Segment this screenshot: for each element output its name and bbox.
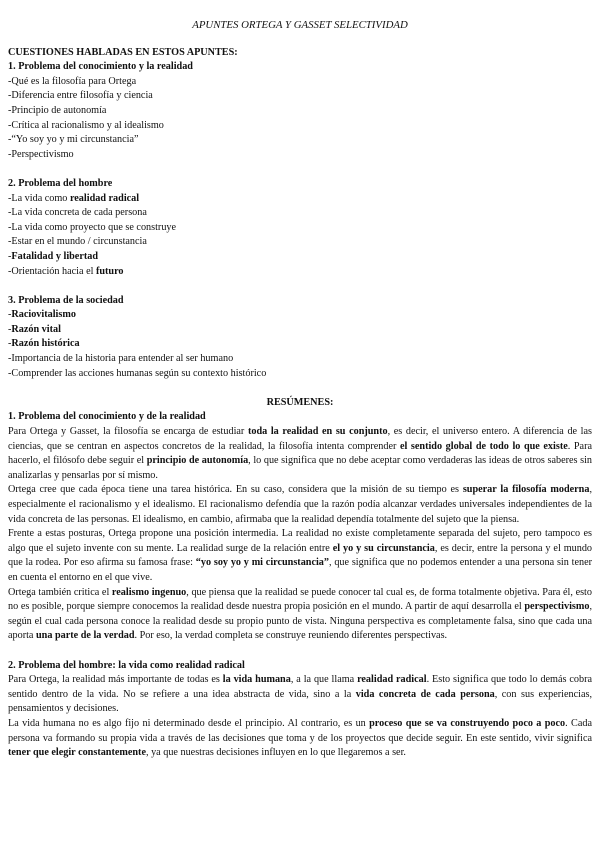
- outline-item: -Raciovitalismo: [8, 309, 76, 321]
- outline-item: -Razón histórica: [8, 338, 80, 350]
- outline-item: -Diferencia entre filosofía y ciencia: [8, 90, 153, 102]
- outline-item: -Razón vital: [8, 323, 61, 335]
- outline-item: -Comprender las acciones humanas según su contexto histórico: [8, 367, 267, 379]
- summary-paragraph: Para Ortega y Gasset, la filosofía se encarga de estudiar toda la realidad en su conjunto, es decir, el universo entero. A diferencia de las ciencias, que se centran en aspectos concretos de la realidad, la filosofía intenta comprender el sentido global de todo lo que existe. Para hacerlo, el filósofo debe seguir el principio de autonomía, lo que significa que no debe aceptar como verdaderas las ideas de otros saberes sin analizarlas y pensarlas por sí mismo.: [8, 426, 592, 481]
- summary-paragraph: Ortega cree que cada época tiene una tarea histórica. En su caso, considera que la misión de su tiempo es superar la filosofía moderna, especialmente el racionalismo y el idealismo. El racionalismo defendía que la razón podía alcanzar verdades universales independientes de la vida concreta de las personas. El idealismo, en cambio, afirmaba que la realidad dependía totalmente del sujeto que la piensa.: [8, 484, 592, 525]
- summary-paragraph: Para Ortega, la realidad más importante de todas es la vida humana, a la que llama realidad radical. Esto significa que todo lo demás cobra sentido dentro de la vida. No se refiere a una idea abstracta de vida, sino a la vida concreta de cada persona, con sus experiencias, pensamientos y decisiones.: [8, 674, 592, 715]
- outline-section-heading: 2. Problema del hombre: [8, 177, 113, 189]
- outline-item: -Principio de autonomía: [8, 104, 107, 116]
- outline-item: -Perspectivismo: [8, 148, 74, 160]
- outline-item: -Fatalidad y libertad: [8, 250, 99, 262]
- outline-item: -La vida como proyecto que se construye: [8, 221, 177, 233]
- outline-heading: CUESTIONES HABLADAS EN ESTOS APUNTES:: [8, 46, 238, 58]
- outline-section-2: [8, 177, 592, 279]
- summary-section-heading: 1. Problema del conocimiento y de la realidad: [8, 411, 206, 423]
- outline-item: -Importancia de la historia para entender al ser humano: [8, 353, 234, 365]
- summary-section-1: [8, 410, 592, 644]
- outline-item: -Qué es la filosofía para Ortega: [8, 75, 137, 87]
- summary-section-heading: 2. Problema del hombre: la vida como realidad radical: [8, 659, 245, 671]
- summary-paragraph: Ortega también critica el realismo ingenuo, que piensa que la realidad se puede conocer tal cual es, de forma totalmente objetiva. Para él, esto no es posible, porque siempre conocemos la realidad desde nuestra propia posición en el mundo. A partir de aquí desarrolla el perspectivismo, según el cual cada persona conoce la realidad desde su propio punto de vista. Ninguna perspectiva es completamente falsa, sino que cada una aporta una parte de la verdad. Por eso, la verdad completa se construye reuniendo diferentes perspectivas.: [8, 586, 592, 642]
- outline-section-3: [8, 294, 592, 382]
- summary-section-2: [8, 659, 592, 761]
- outline-item: -La vida como realidad radical: [8, 192, 140, 204]
- outline-item: -Orientación hacia el futuro: [8, 265, 124, 277]
- outline-item: -“Yo soy yo y mi circunstancia”: [8, 134, 139, 146]
- outline-item: -Crítica al racionalismo y al idealismo: [8, 119, 164, 131]
- document-title: APUNTES ORTEGA Y GASSET SELECTIVIDAD: [192, 19, 408, 31]
- outline-section-1: [8, 60, 592, 162]
- outline-section-heading: 3. Problema de la sociedad: [8, 294, 124, 306]
- summaries-heading: RESÚMENES:: [266, 396, 334, 408]
- summary-paragraph: Frente a estas posturas, Ortega propone una posición intermedia. La realidad no existe completamente separada del sujeto, pero tampoco es algo que el sujeto invente con su mente. La realidad surge de la relación entre el yo y su circunstancia, es decir, entre la persona y el mundo que la rodea. Por eso afirma su famosa frase: “yo soy yo y mi circunstancia”, que significa que no podemos entender a una persona sin tener en cuenta el entorno en el que vive.: [8, 528, 593, 583]
- summary-paragraph: La vida humana no es algo fijo ni determinado desde el principio. Al contrario, es un proceso que se va construyendo poco a poco. Cada persona va formando su propia vida a través de las decisiones que toma y de los proyectos que decide seguir. En este sentido, vivir significa tener que elegir constantemente, ya que nuestras decisiones influyen en lo que llegaremos a ser.: [8, 717, 592, 759]
- outline-item: -La vida concreta de cada persona: [8, 207, 147, 219]
- outline-section-heading: 1. Problema del conocimiento y la realidad: [8, 61, 193, 73]
- outline-item: -Estar en el mundo / circunstancia: [8, 236, 147, 248]
